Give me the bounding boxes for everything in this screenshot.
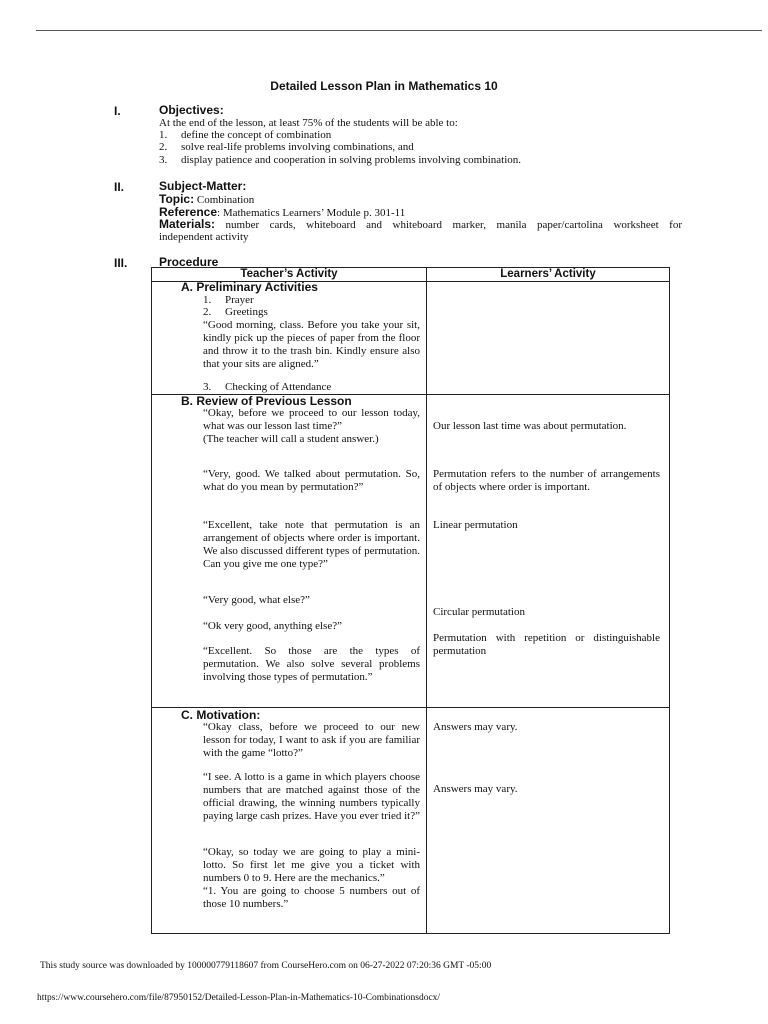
teacher-review-line	[203, 519, 420, 571]
learner-line: Linear permutation	[433, 519, 518, 531]
objective-text: define the concept of combination	[181, 129, 332, 141]
objective-text: solve real-life problems involving combinations, and	[181, 141, 414, 153]
learner-line: Answers may vary.	[433, 783, 518, 795]
section-b-title: B. Review of Previous Lesson	[181, 394, 352, 408]
column-header-learners: Learners’ Activity	[500, 268, 596, 280]
teacher-line: “Okay, before we proceed to our lesson today, what was our lesson last time?”	[203, 407, 420, 432]
section-number-procedure: III.	[114, 256, 128, 270]
section-a-title: A. Preliminary Activities	[181, 280, 318, 294]
teacher-line: “Okay class, before we proceed to our new lesson for today, I want to ask if you are familiar with the game “lotto?”	[203, 721, 420, 759]
teacher-line: “Excellent. So those are the types of permutation. We also solve several problems involving those types of permutation.”	[203, 645, 420, 683]
objectives-intro: At the end of the lesson, at least 75% of the students will be able to:	[159, 117, 458, 129]
learner-line: Permutation with repetition or distinguishable permutation	[433, 632, 660, 657]
topic-label: Topic:	[159, 192, 195, 206]
learner-answer	[433, 721, 660, 734]
page-top-rule	[36, 30, 762, 31]
column-header-teacher: Teacher’s Activity	[240, 268, 338, 280]
section-number-objectives: I.	[114, 104, 121, 118]
objective-number: 2.	[159, 141, 168, 153]
teacher-review-line	[203, 620, 420, 633]
learner-answer	[433, 606, 660, 619]
teacher-motivation-line	[203, 721, 420, 760]
topic-value: Combination	[194, 194, 255, 206]
learner-answer	[433, 468, 660, 494]
teacher-line: “Very, good. We talked about permutation. So, what do you mean by permutation?”	[203, 468, 420, 493]
teacher-review-line	[203, 594, 420, 607]
reference-label: Reference	[159, 205, 218, 219]
learner-line: Our lesson last time was about permutation.	[433, 420, 627, 432]
teacher-line: “I see. A lotto is a game in which players choose numbers that are matched against those of the official drawing, the winning numbers typically paying large cash prizes. Have you ever tried it?”	[203, 771, 420, 822]
materials-line	[159, 218, 682, 232]
section-number-subject-matter: II.	[114, 180, 125, 194]
section-heading-subject-matter: Subject-Matter:	[159, 179, 247, 193]
materials-continuation: independent activity	[159, 231, 249, 243]
section-c-title: C. Motivation:	[181, 708, 261, 722]
teacher-review-line	[203, 645, 420, 684]
greeting-paragraph: “Good morning, class. Before you take your sit, kindly pick up the pieces of paper from the floor and throw it to the trash bin. Kindly ensure also that your sits are aligned.”	[203, 319, 420, 370]
objective-number: 3.	[159, 154, 168, 166]
section-heading-objectives: Objectives:	[159, 103, 224, 117]
source-url[interactable]: https://www.coursehero.com/file/87950152/Detailed-Lesson-Plan-in-Mathematics-10-Combinationsdocx/	[37, 993, 441, 1003]
learner-answer	[433, 420, 660, 433]
preliminary-item-number: 3.	[203, 381, 212, 393]
learner-answer	[433, 632, 660, 658]
learner-line: Circular permutation	[433, 606, 525, 618]
preliminary-item-number: 1.	[203, 294, 212, 306]
section-heading-procedure: Procedure	[159, 255, 219, 269]
objective-number: 1.	[159, 129, 168, 141]
teacher-review-line	[203, 468, 420, 494]
teacher-line: “Okay, so today we are going to play a mini-lotto. So first let me give you a ticket with numbers 0 to 9. Here are the mechanics.”	[203, 846, 420, 884]
reference-value: : Mathematics Learners’ Module p. 301-11	[217, 207, 406, 219]
objective-text: display patience and cooperation in solving problems involving combination.	[181, 154, 522, 166]
teacher-motivation-line	[203, 846, 420, 911]
preliminary-item-text: Prayer	[225, 294, 254, 306]
learner-line: Permutation refers to the number of arrangements of objects where order is important.	[433, 468, 660, 493]
materials-value: number cards, whiteboard and whiteboard marker, manila paper/cartolina worksheet for	[215, 219, 682, 231]
learner-answer	[433, 519, 660, 532]
learner-answer	[433, 783, 660, 796]
download-source-note: This study source was downloaded by 100000779118607 from CourseHero.com on 06-27-2022 07:20:36 GMT -05:00	[40, 961, 492, 971]
preliminary-item-text: Checking of Attendance	[225, 381, 332, 393]
teacher-stage-direction: (The teacher will call a student answer.)	[203, 432, 379, 445]
preliminary-item-text: Greetings	[225, 306, 268, 318]
teacher-motivation-line	[203, 771, 420, 823]
teacher-line: “1. You are going to choose 5 numbers out of those 10 numbers.”	[203, 884, 420, 910]
teacher-line: “Very good, what else?”	[203, 594, 310, 606]
greeting-text	[203, 319, 420, 371]
materials-label: Materials:	[159, 217, 216, 231]
table-column-divider	[426, 267, 427, 934]
teacher-line: “Excellent, take note that permutation is an arrangement of objects where order is important. We also discussed different types of permutation. Can you give me one type?”	[203, 519, 420, 570]
teacher-line: “Ok very good, anything else?”	[203, 620, 342, 632]
teacher-review-question	[203, 407, 420, 446]
preliminary-item-number: 2.	[203, 306, 212, 318]
topic-line	[159, 192, 254, 206]
learner-line: Answers may vary.	[433, 721, 518, 733]
document-title: Detailed Lesson Plan in Mathematics 10	[270, 79, 498, 93]
